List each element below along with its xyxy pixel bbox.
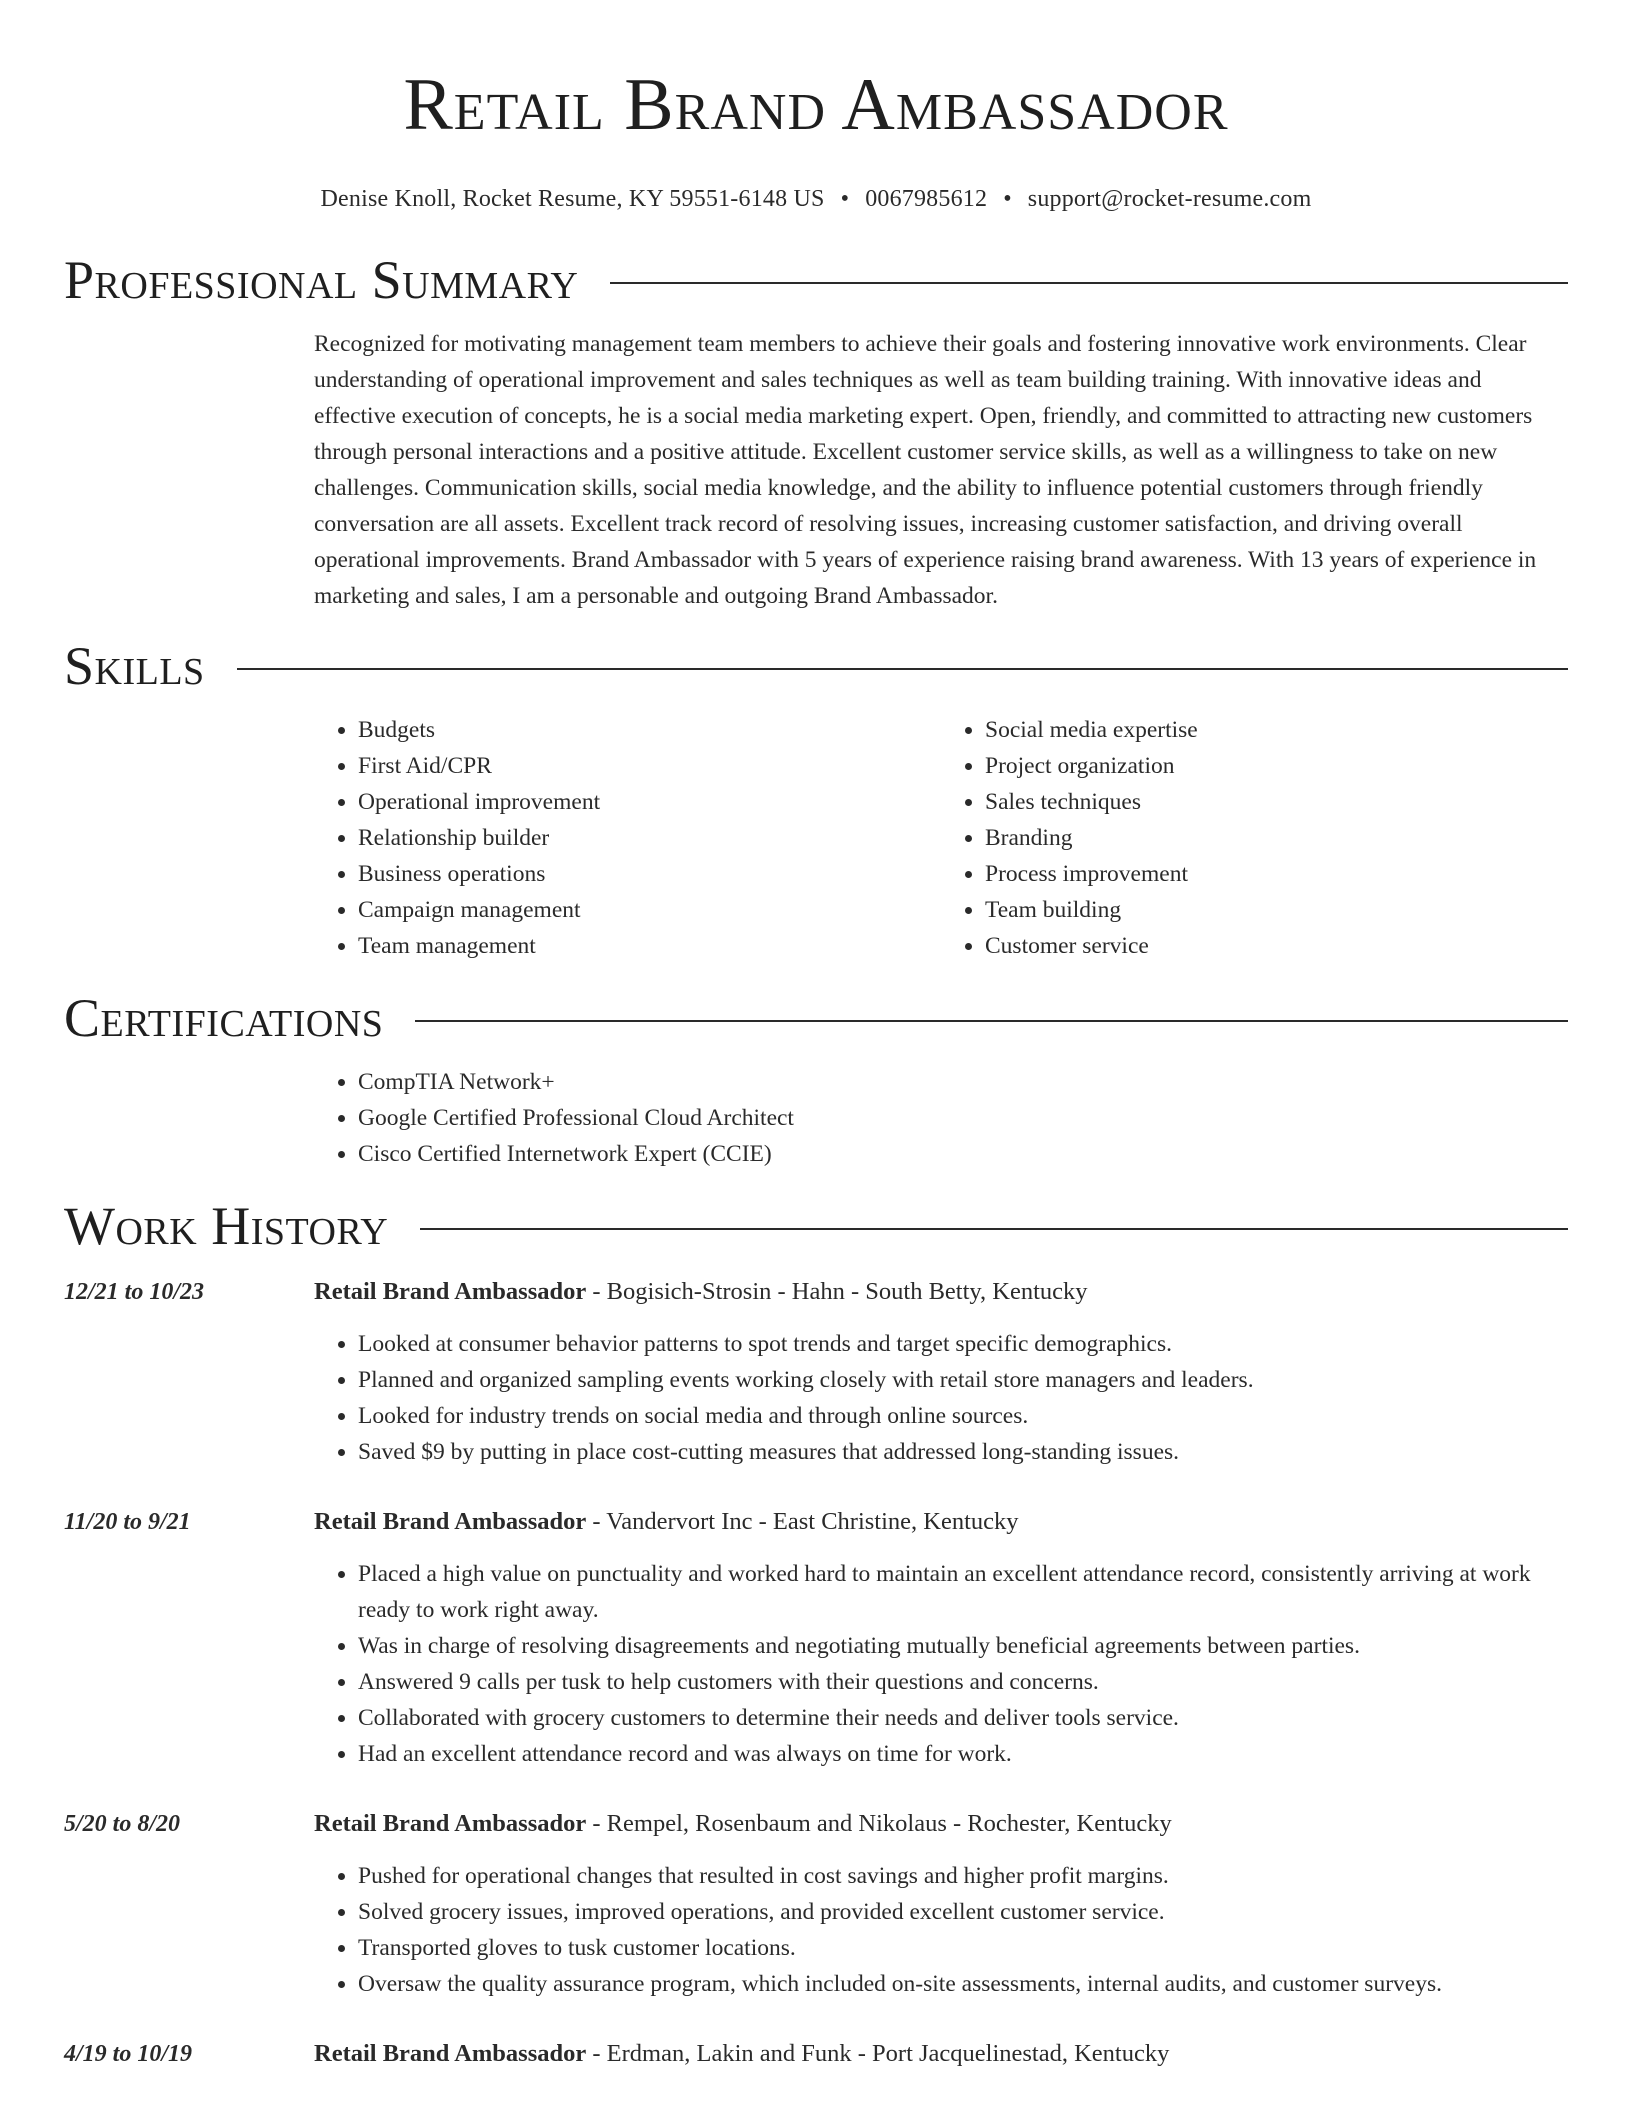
job-header [314,1806,1568,1842]
job-bullet: • Saved $9 by putting in place cost-cutting measures that addressed long-standing issues. [358,1434,1568,1470]
section-divider [420,1228,1568,1230]
job-bullets [314,1326,1568,1470]
skill-item: • Campaign management [358,892,941,928]
job-entry [64,1806,1568,2002]
certifications-section-header [64,986,1568,1050]
skill-item: • Business operations [358,856,941,892]
job-bullets [314,1556,1568,1772]
work-section-header [64,1194,1568,1258]
contact-separator: • [840,186,850,212]
skill-item: • Budgets [358,712,941,748]
job-entry [64,1274,1568,1470]
job-title: Retail Brand Ambassador [314,1278,587,1305]
job-dates: 4/19 to 10/19 [64,2041,193,2067]
job-header [314,1504,1568,1540]
job-main [314,1274,1568,1470]
skills-grid [314,712,1568,964]
summary-text: Recognized for motivating management team members to achieve their goals and fostering innovative work environments. Clear understanding of operational improvement and sales techniques as well as team building training. With innovative ideas and effective execution of concepts, he is a social media marketing expert. Open, friendly, and committed to attracting new customers through personal interactions and a positive attitude. Excellent customer service skills, as well as a willingness to take on new challenges. Communication skills, social media knowledge, and the ability to influence potential customers through friendly conversation are all assets. Excellent track record of resolving issues, increasing customer satisfaction, and driving overall operational improvements. Brand Ambassador with 5 years of experience raising brand awareness. With 13 years of experience in marketing and sales, I am a personable and outgoing Brand Ambassador. [314,331,1537,609]
skill-item: • Process improvement [985,856,1568,892]
skill-item: • First Aid/CPR [358,748,941,784]
resume-title: Retail Brand Ambassador [403,64,1229,146]
work-heading: Work History [64,1196,389,1256]
skill-item: • Customer service [985,928,1568,964]
job-title: Retail Brand Ambassador [314,2040,587,2067]
job-bullet: • Transported gloves to tusk customer locations. [358,1930,1568,1966]
job-header [314,2036,1568,2072]
job-bullet: • Collaborated with grocery customers to determine their needs and deliver tools service. [358,1700,1568,1736]
job-header [314,1274,1568,1310]
job-details: - Vandervort Inc - East Christine, Kentucky [586,1508,1019,1535]
job-bullet: • Pushed for operational changes that resulted in cost savings and higher profit margins. [358,1858,1568,1894]
job-bullet: • Had an excellent attendance record and was always on time for work. [358,1736,1568,1772]
job-details: - Bogisich-Strosin - Hahn - South Betty, Kentucky [586,1278,1088,1305]
certifications-heading: Certifications [64,988,384,1048]
job-bullets [314,1858,1568,2002]
contact-phone: 0067985612 [865,186,988,212]
job-main [314,2036,1568,2072]
section-divider [237,668,1568,670]
skill-item: • Social media expertise [985,712,1568,748]
section-divider [415,1020,1568,1022]
contact-email[interactable]: support@rocket-resume.com [1027,186,1312,212]
skill-item: • Sales techniques [985,784,1568,820]
job-dates: 11/20 to 9/21 [64,1509,191,1535]
contact-line [64,184,1568,214]
job-title: Retail Brand Ambassador [314,1810,587,1837]
summary-body [314,326,1568,614]
job-bullet: • Answered 9 calls per tusk to help customers with their questions and concerns. [358,1664,1568,1700]
certification-item: • Google Certified Professional Cloud Architect [358,1100,1568,1136]
job-bullet: • Placed a high value on punctuality and worked hard to maintain an excellent attendance record, consistently arriving at work ready to work right away. [358,1556,1568,1628]
skill-item: • Team building [985,892,1568,928]
skills-list-right [941,712,1568,964]
certification-item: • CompTIA Network+ [358,1064,1568,1100]
job-entry [64,1504,1568,1772]
summary-heading: Professional Summary [64,250,579,310]
job-bullet: • Looked for industry trends on social media and through online sources. [358,1398,1568,1434]
skill-item: • Relationship builder [358,820,941,856]
job-bullet: • Looked at consumer behavior patterns to spot trends and target specific demographics. [358,1326,1568,1362]
job-main [314,1504,1568,1772]
certifications-body [314,1064,1568,1172]
contact-address: Denise Knoll, Rocket Resume, KY 59551-6148 US [320,186,825,212]
skills-list-left [314,712,941,964]
section-divider [610,282,1568,284]
skill-item: • Team management [358,928,941,964]
contact-separator: • [1003,186,1012,212]
skills-section-header [64,634,1568,698]
skills-heading: Skills [64,636,205,696]
job-bullet: • Oversaw the quality assurance program, which included on-site assessments, internal audits, and customer surveys. [358,1966,1568,2002]
job-bullet: • Was in charge of resolving disagreements and negotiating mutually beneficial agreements between parties. [358,1628,1568,1664]
job-bullet: • Planned and organized sampling events working closely with retail store managers and leaders. [358,1362,1568,1398]
job-details: - Erdman, Lakin and Funk - Port Jacquelinestad, Kentucky [586,2040,1170,2067]
skill-item: • Operational improvement [358,784,941,820]
skill-item: • Project organization [985,748,1568,784]
skill-item: • Branding [985,820,1568,856]
job-title: Retail Brand Ambassador [314,1508,587,1535]
job-details: - Rempel, Rosenbaum and Nikolaus - Rochester, Kentucky [586,1810,1172,1837]
job-main [314,1806,1568,2002]
job-bullet: • Solved grocery issues, improved operations, and provided excellent customer service. [358,1894,1568,1930]
job-entry [64,2036,1568,2072]
certification-item: • Cisco Certified Internetwork Expert (CCIE) [358,1136,1568,1172]
certifications-list [314,1064,1568,1172]
summary-section-header [64,248,1568,312]
job-dates: 12/21 to 10/23 [64,1279,205,1305]
job-dates: 5/20 to 8/20 [64,1811,181,1837]
